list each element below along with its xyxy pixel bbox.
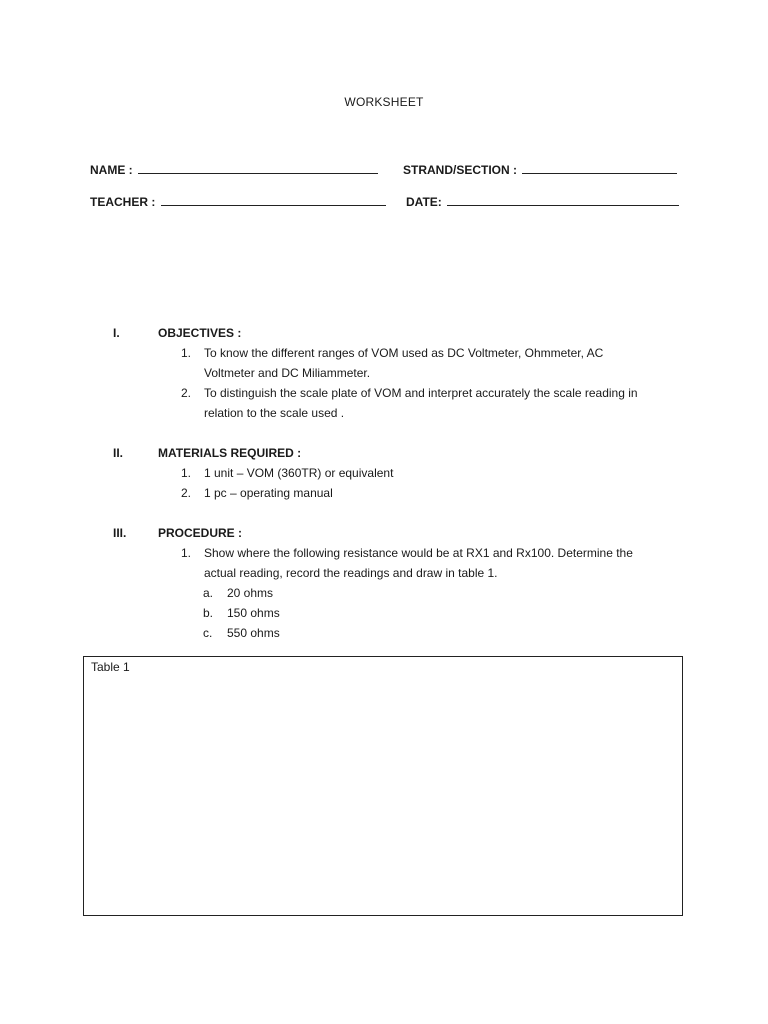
item-text-line: Voltmeter and DC Miliammeter.: [204, 366, 371, 380]
table-label: Table 1: [91, 660, 130, 674]
sub-item-text: 150 ohms: [227, 606, 280, 620]
item-text-line: 1 unit – VOM (360TR) or equivalent: [204, 466, 394, 480]
strand-section-blank[interactable]: [522, 161, 677, 174]
page-title: WORKSHEET: [344, 95, 424, 109]
teacher-label: TEACHER :: [90, 195, 156, 209]
name-label: NAME :: [90, 163, 133, 177]
section-heading: PROCEDURE :: [158, 526, 243, 540]
item-number: 1.: [181, 346, 192, 360]
sub-item-letter: b.: [203, 606, 214, 620]
item-text-line: Show where the following resistance would be at RX1 and Rx100. Determine the: [204, 546, 633, 560]
item-number: 2.: [181, 486, 192, 500]
name-field: [90, 161, 378, 177]
sub-item-letter: c.: [203, 626, 213, 640]
sub-item-text: 20 ohms: [227, 586, 274, 600]
table-1-box[interactable]: [83, 656, 683, 916]
date-field: [406, 193, 679, 209]
item-text-line: actual reading, record the readings and draw in table 1.: [204, 566, 498, 580]
date-blank[interactable]: [447, 193, 679, 206]
section-numeral: II.: [113, 446, 124, 460]
section-heading: OBJECTIVES :: [158, 326, 242, 340]
item-number: 2.: [181, 386, 192, 400]
section-numeral: III.: [113, 526, 127, 540]
item-text-line: To know the different ranges of VOM used as DC Voltmeter, Ohmmeter, AC: [204, 346, 604, 360]
teacher-blank[interactable]: [161, 193, 386, 206]
item-text-line: To distinguish the scale plate of VOM and interpret accurately the scale reading in: [204, 386, 638, 400]
section-numeral: I.: [113, 326, 120, 340]
teacher-field: [90, 193, 386, 209]
item-number: 1.: [181, 546, 192, 560]
sub-item-text: 550 ohms: [227, 626, 280, 640]
sub-item-letter: a.: [203, 586, 214, 600]
item-text-line: 1 pc – operating manual: [204, 486, 333, 500]
date-label: DATE:: [406, 195, 442, 209]
name-blank[interactable]: [138, 161, 378, 174]
item-text-line: relation to the scale used .: [204, 406, 345, 420]
section-heading: MATERIALS REQUIRED :: [158, 446, 302, 460]
strand-section-field: [403, 161, 677, 177]
strand-section-label: STRAND/SECTION :: [403, 163, 517, 177]
item-number: 1.: [181, 466, 192, 480]
